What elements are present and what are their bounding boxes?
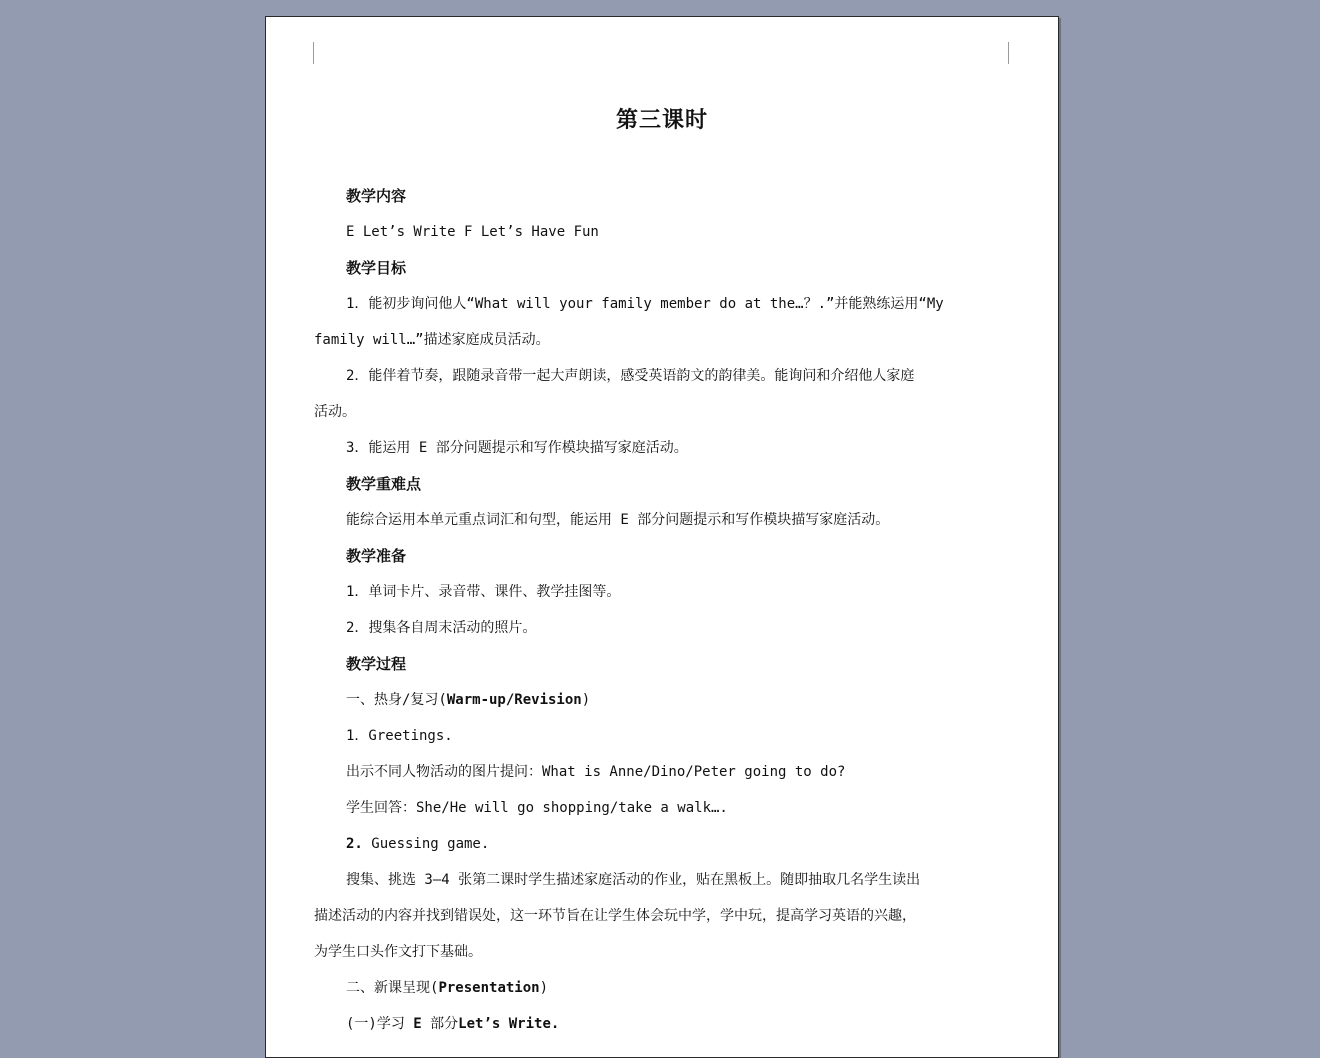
document-page	[265, 16, 1059, 1058]
goal-1-line-1: 1．能初步询问他人“What will your family member do at the…？.”并能熟练运用“My	[346, 296, 944, 312]
guessing-game-desc-line-3: 为学生口头作文打下基础。	[314, 944, 482, 960]
step-1-heading-prefix: 一、热身/复习(	[346, 692, 447, 708]
step-1-heading-english: Warm-up/Revision	[446, 692, 582, 708]
goal-2-line-2: 活动。	[314, 404, 356, 420]
heading-process: 教学过程	[346, 655, 407, 673]
guessing-game-number: 2.	[346, 836, 363, 852]
sub-step-1-english: Let’s Write.	[458, 1016, 560, 1032]
key-points-text: 能综合运用本单元重点词汇和句型，能运用 E 部分问题提示和写作模块描写家庭活动。	[346, 512, 890, 528]
heading-key-points: 教学重难点	[346, 475, 422, 493]
prep-item-2: 2．搜集各自周末活动的照片。	[346, 620, 537, 636]
sub-step-1-part: E	[413, 1016, 422, 1032]
step-2-heading-prefix: 二、新课呈现(	[346, 980, 439, 996]
guessing-game-item	[314, 835, 1010, 853]
teaching-content-text: E Let’s Write F Let’s Have Fun	[346, 224, 599, 240]
heading-preparation: 教学准备	[346, 547, 407, 565]
prep-item-1: 1．单词卡片、录音带、课件、教学挂图等。	[346, 584, 621, 600]
crop-mark-left	[313, 42, 314, 64]
guessing-game-label: Guessing game.	[362, 836, 490, 852]
step-1-heading-suffix: )	[581, 692, 591, 708]
step-2-heading-english: Presentation	[438, 980, 540, 996]
heading-teaching-goals: 教学目标	[346, 259, 407, 277]
guessing-game-desc-line-2: 描述活动的内容并找到错误处，这一环节旨在让学生体会玩中学，学中玩，提高学习英语的兴趣，	[314, 908, 916, 924]
step-1-heading	[314, 691, 1010, 709]
step-2-heading	[314, 979, 1010, 997]
greetings-item: 1．Greetings.	[346, 728, 453, 744]
heading-teaching-content: 教学内容	[346, 187, 407, 205]
sub-step-1-mid: 部分	[421, 1016, 459, 1032]
greetings-question: 出示不同人物活动的图片提问：What is Anne/Dino/Peter going to do?	[346, 764, 846, 780]
greetings-answer: 学生回答：She/He will go shopping/take a walk….	[346, 800, 728, 816]
sub-step-1-prefix: (一)学习	[346, 1016, 414, 1032]
guessing-game-desc-line-1: 搜集、挑选 3—4 张第二课时学生描述家庭活动的作业，贴在黑板上。随即抽取几名学生读出	[346, 872, 921, 888]
page-title: 第三课时	[615, 108, 708, 133]
crop-mark-right	[1008, 42, 1009, 64]
goal-3: 3．能运用 E 部分问题提示和写作模块描写家庭活动。	[346, 440, 688, 456]
goal-1-line-2: family will…”描述家庭成员活动。	[314, 332, 550, 348]
goal-2-line-1: 2．能伴着节奏，跟随录音带一起大声朗读，感受英语韵文的韵律美。能询问和介绍他人家庭	[346, 368, 915, 384]
step-2-heading-suffix: )	[539, 980, 549, 996]
sub-step-1-heading	[314, 1015, 1010, 1033]
